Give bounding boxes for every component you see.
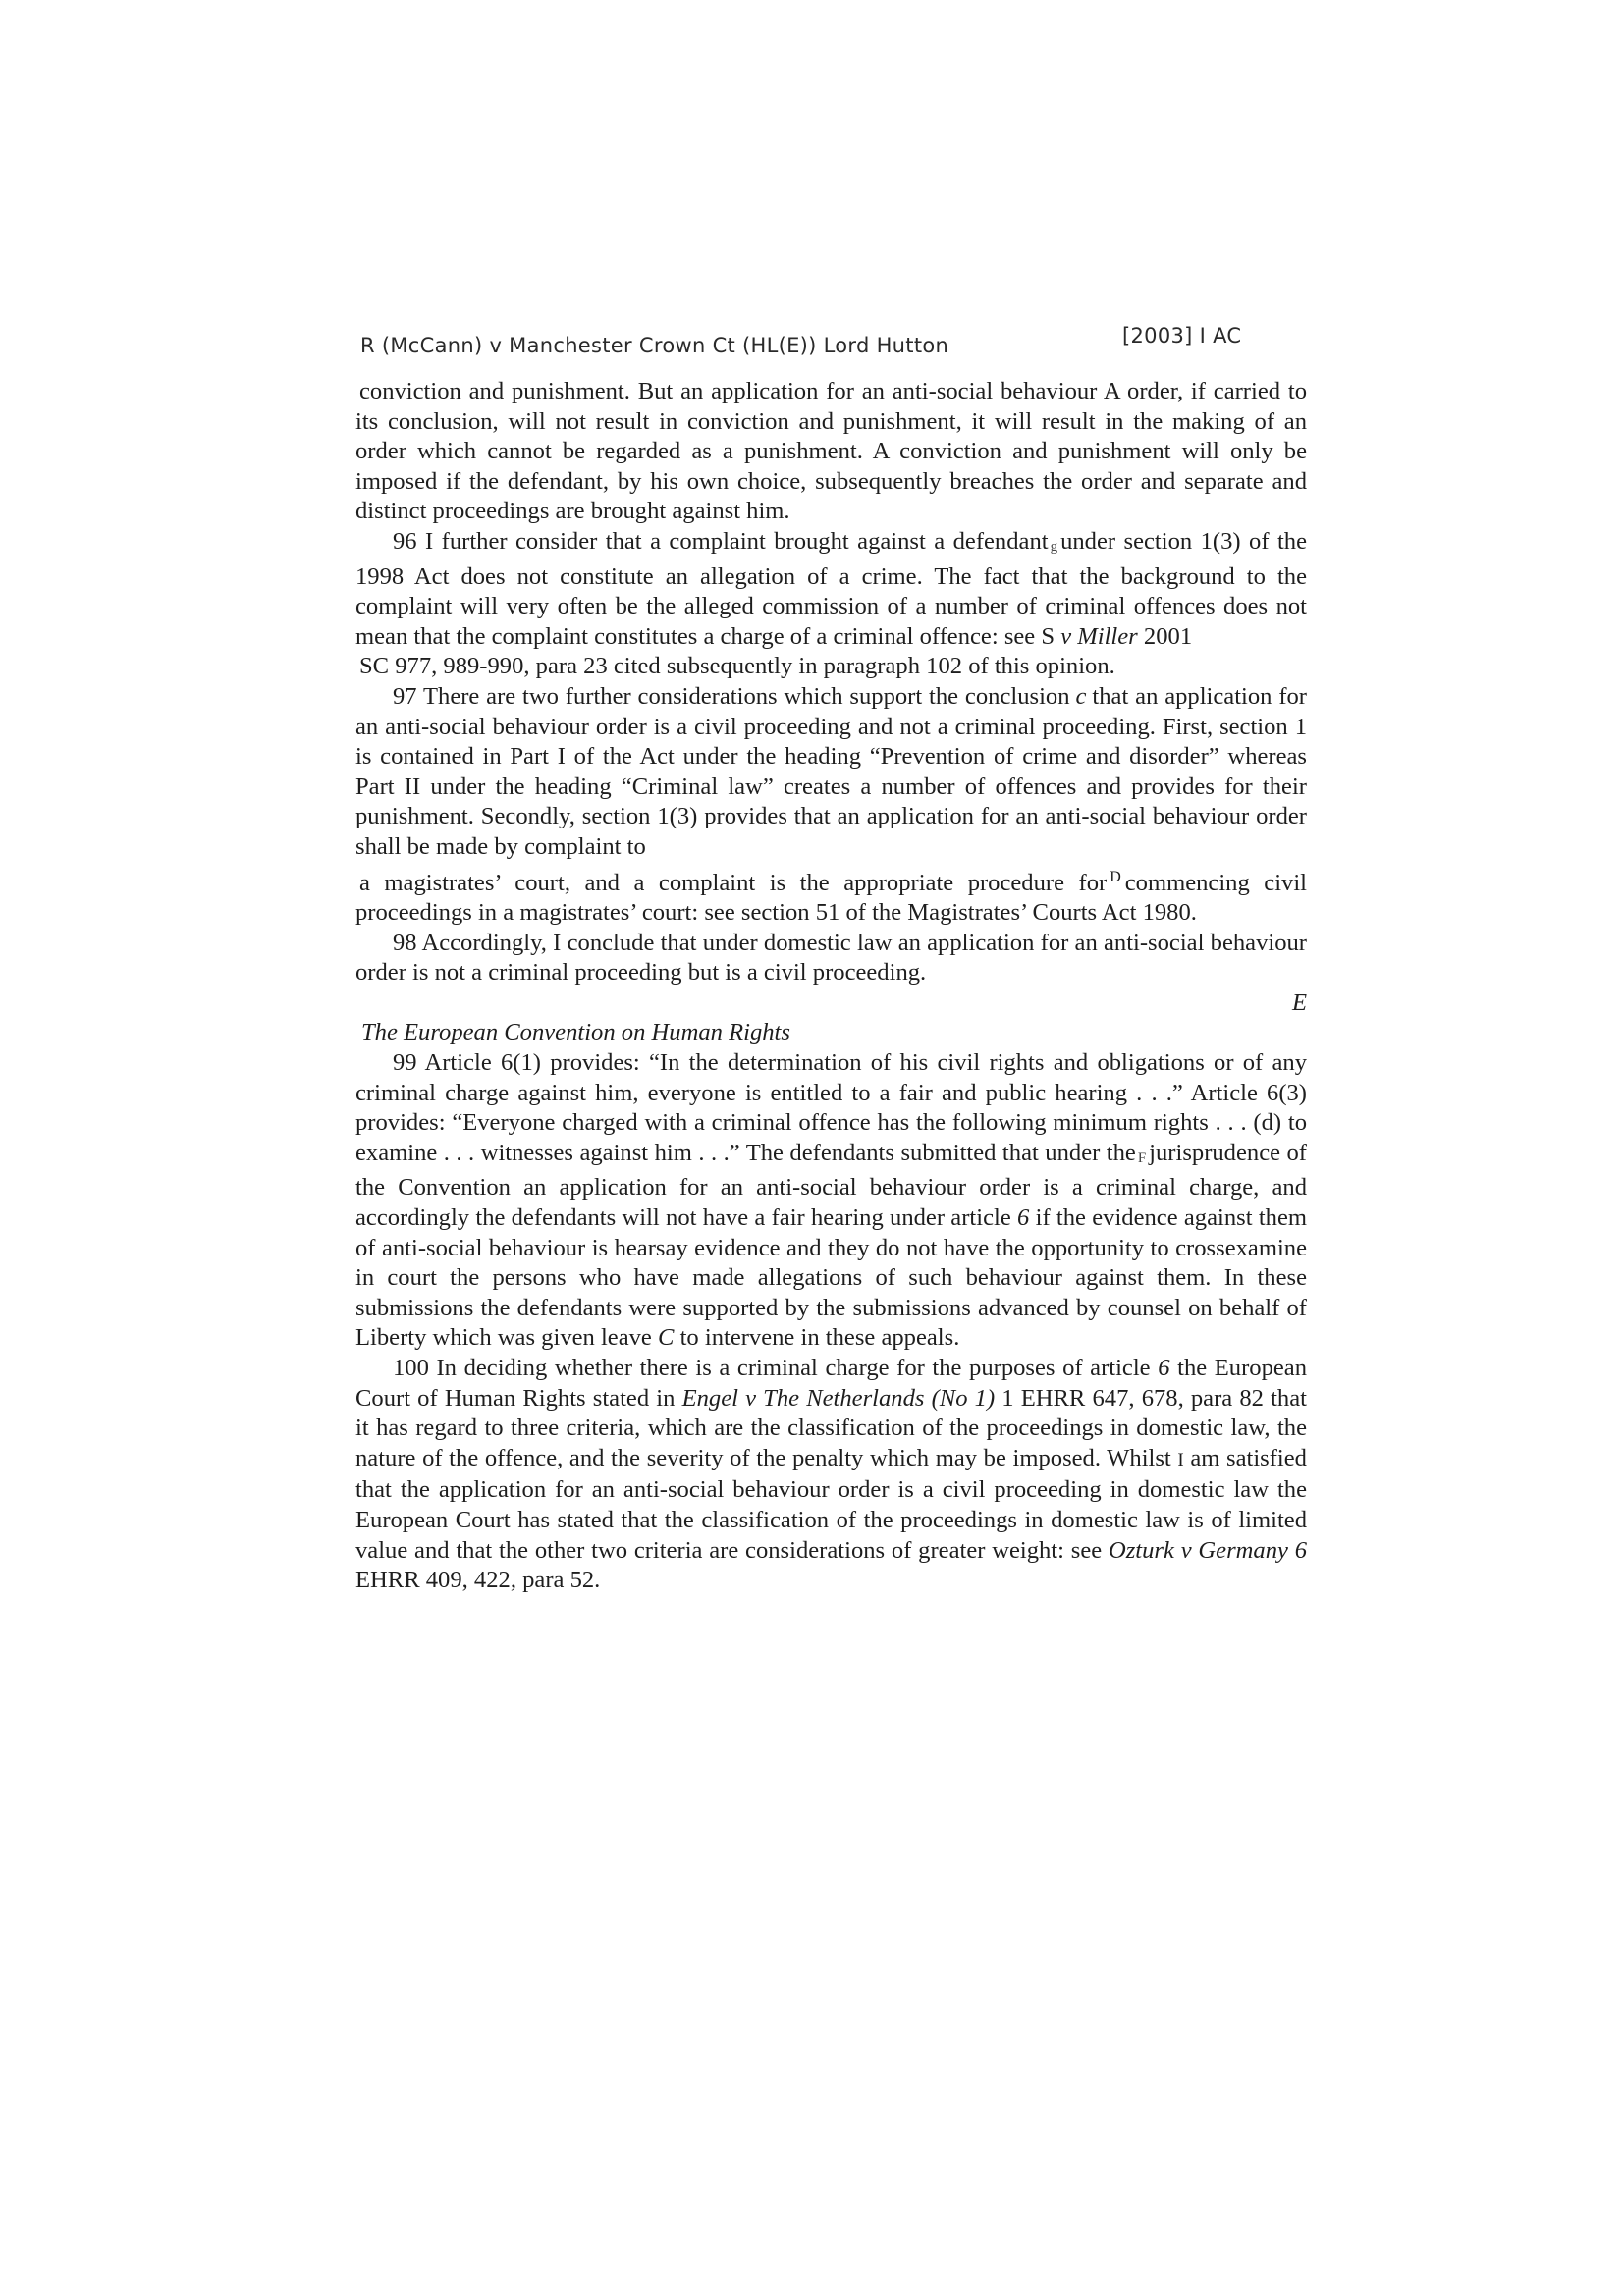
text-run: 2001 (1143, 622, 1193, 650)
text-run: 97 There are two further considerations which support the conclusion (393, 682, 1070, 710)
case-name: Ozturk v Germany 6 (1108, 1536, 1308, 1564)
article-number: 6 (1017, 1204, 1030, 1232)
text-run: 96 I further consider that a complaint brought against a defendant (393, 527, 1049, 555)
section-heading: The European Convention on Human Rights (361, 1019, 790, 1046)
pronoun-i: I (1177, 1449, 1184, 1470)
text-run: EHRR 409, 422, para 52. (355, 1567, 601, 1594)
paragraph-96 (355, 527, 1307, 652)
paragraph-97-continued (355, 863, 1307, 929)
paragraph-98 (355, 929, 1307, 988)
margin-marker-c: c (1075, 682, 1087, 710)
body-text (355, 377, 1307, 1596)
text-run: 100 In deciding whether there is a criminal charge for the purposes of article (393, 1355, 1151, 1381)
paragraph-100 (355, 1354, 1307, 1596)
paragraph-99 (355, 1048, 1307, 1354)
margin-marker-f: F (1137, 1149, 1147, 1166)
text-run: jurisprudence of the Convention an application for an anti-social behaviour order is a criminal charge, and accordingly the defendants will not have a fair hearing under article (355, 1139, 1307, 1232)
case-name: Engel v The Netherlands (No 1) (681, 1384, 996, 1412)
text-run: SC 977, 989-990, para 23 cited subsequently in paragraph 102 of this opinion. (359, 653, 1115, 680)
text-run: if the evidence against them of anti-social behaviour is hearsay evidence and they do not have the opportunity to crossexamine in court the persons who have made allegations of such behaviour against them. In these submissions the defendants were supported by the submissions advanced by counsel on behalf of Liberty which was given leave (355, 1204, 1308, 1352)
header-citation: [2003] I AC (1122, 324, 1242, 347)
text-run: 98 Accordingly, I conclude that under domestic law an application for an anti-social behaviour order is not a criminal proceeding but is a civil proceeding. (355, 929, 1307, 987)
text-run: commencing civil proceedings in a magistrates’ court: see section 51 of the Magistrates’ Courts Act 1980. (355, 869, 1307, 927)
running-header (360, 324, 1244, 369)
text-run: the European Court of Human Rights stated in (355, 1355, 1307, 1412)
header-case-title: R (McCann) v Manchester Crown Ct (HL(E)) Lord Hutton (360, 334, 949, 357)
text-run: 1 EHRR 647, 678, para 82 that it has regard to three criteria, which are the classification of the proceedings in domestic law, the nature of the offence, and the severity of the penalty which may be imposed. Whilst (355, 1384, 1307, 1471)
margin-marker-d: D (1110, 868, 1121, 885)
text-run: 99 Article 6(1) provides: “In the determination of his civil rights and obligations or of any criminal charge against him, everyone is entitled to a fair and public hearing . . .” Article 6(3) provides: “Everyone charged with a criminal offence has the following minimum rights . . . (d) to examine . . . witnesses against him . . .” The defendants submitted that under the (355, 1049, 1307, 1166)
paragraph-97 (355, 682, 1307, 863)
text-run: conviction and punishment. But an application for an anti-social behaviour A order, if carried to its conclusion, will not result in conviction and punishment, it will result in the making of an order which cannot be regarded as a punishment. A conviction and punishment will only be imposed if the defendant, by his own choice, subsequently breaches the order and separate and distinct proceedings are brought against him. (355, 378, 1307, 525)
text-run: a magistrates’ court, and a complaint is the appropriate procedure for (359, 869, 1108, 896)
text-run: am satisfied that the application for an anti-social behaviour order is a civil proceeding in domestic law the European Court has stated that the classification of the proceedings in domestic law is of limited value and that the other two criteria are considerations of greater weight: see (355, 1444, 1307, 1564)
margin-marker-g: g (1050, 538, 1058, 555)
text-run: that an application for an anti-social behaviour order is a civil proceeding and not a criminal proceeding. First, section 1 is contained in Part I of the Act under the heading “Prevention of crime and disorder” whereas Part II under the heading “Criminal law” creates a number of offences and provides for their punishment. Secondly, section 1(3) provides that an application for an anti-social behaviour order shall be made by complaint to (355, 682, 1307, 860)
margin-marker-e: E (1291, 988, 1307, 1016)
paragraph-continuation (355, 377, 1307, 527)
margin-marker-c-2: C (658, 1324, 675, 1352)
case-name: v Miller (1060, 622, 1138, 650)
text-run: under section 1(3) of the 1998 Act does not constitute an allegation of a crime. The fact that the background to the complaint will very often be the alleged commission of a number of criminal offences does not mean that the complaint constitutes a charge of a criminal offence: see S (355, 527, 1307, 650)
paragraph-96-continued (355, 652, 1307, 682)
text-run: to intervene in these appeals. (679, 1324, 960, 1352)
article-number: 6 (1158, 1355, 1170, 1381)
